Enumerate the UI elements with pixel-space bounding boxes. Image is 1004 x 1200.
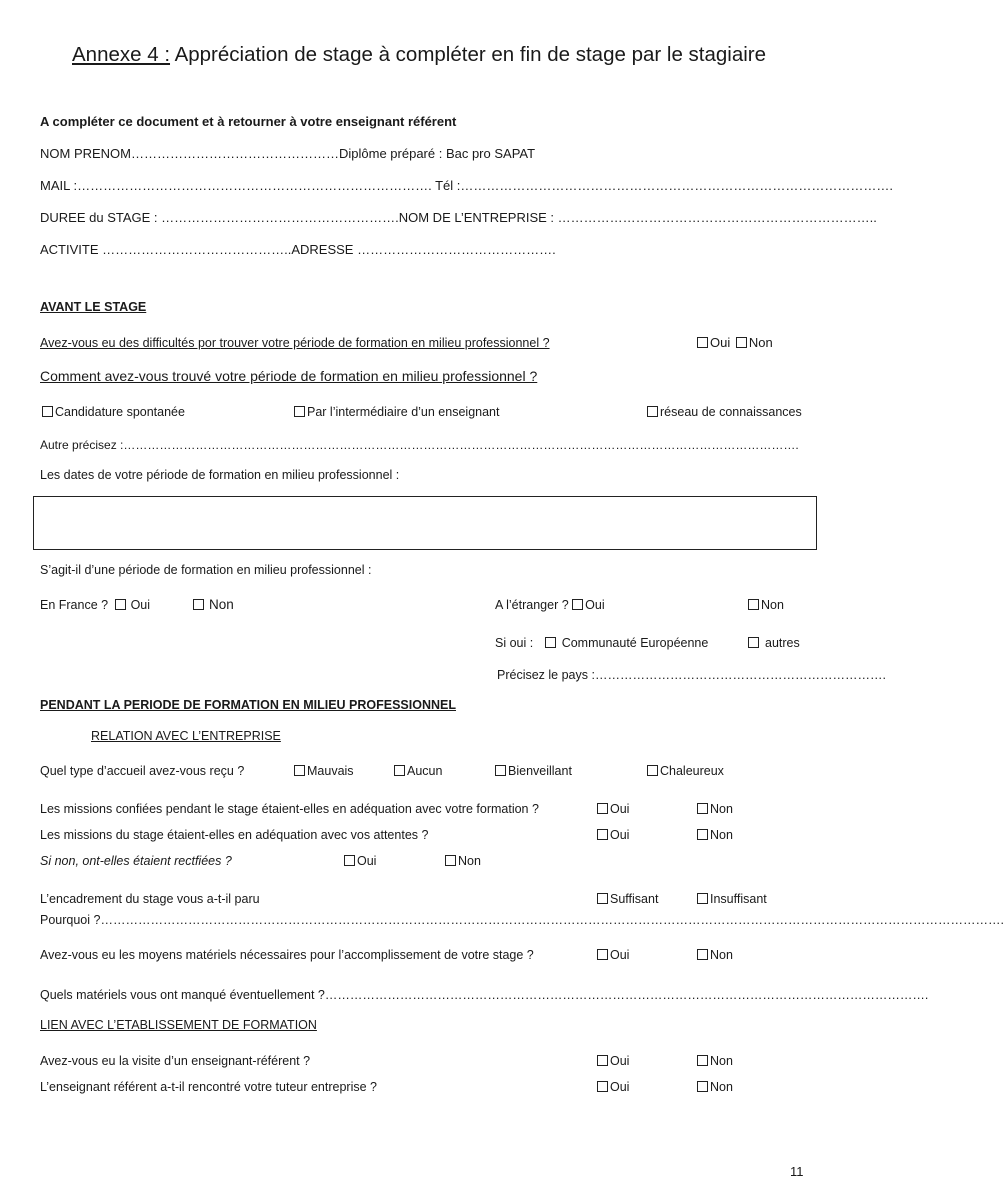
missions-formation-oui-checkbox[interactable]	[597, 803, 608, 814]
en-france-question	[40, 598, 150, 612]
option-enseignant[interactable]	[294, 405, 499, 419]
encadrement-insuffisant[interactable]	[697, 892, 767, 906]
candidature-checkbox[interactable]	[42, 406, 53, 417]
precisez-pays-field[interactable]: Précisez le pays :…………………………………………………………….	[497, 668, 886, 682]
missions-attentes-oui[interactable]	[597, 828, 629, 842]
accueil-option-bienveillant[interactable]	[495, 764, 572, 778]
accueil-option-chaleureux[interactable]	[647, 764, 724, 778]
activite-adresse-field[interactable]: ACTIVITE ……………………………………..ADRESSE ……………………………………….	[40, 242, 556, 257]
page-number: 11	[790, 1164, 804, 1179]
accueil-option-mauvais[interactable]	[294, 764, 354, 778]
rectifiees-non[interactable]	[445, 854, 481, 868]
option-label: Aucun	[407, 764, 443, 778]
rencontre-oui[interactable]	[597, 1080, 629, 1094]
option-label: Non	[748, 335, 773, 350]
question-visite: Avez-vous eu la visite d’un enseignant-référent ?	[40, 1054, 311, 1068]
rectifiees-non-checkbox[interactable]	[445, 855, 456, 866]
option-label: Non	[710, 802, 733, 816]
page-title	[72, 43, 766, 67]
option-label: Suffisant	[610, 892, 659, 906]
question-encadrement: L’encadrement du stage vous a-t-il paru	[40, 892, 260, 906]
si-oui-question	[495, 636, 708, 650]
mail-tel-field[interactable]: MAIL :………………………………………………………………………. Tél :……………………………………………………………………………………….	[40, 178, 893, 193]
etranger-oui-checkbox[interactable]	[572, 599, 583, 610]
suffisant-checkbox[interactable]	[597, 893, 608, 904]
option-label: Oui	[130, 598, 151, 612]
france-non-option[interactable]	[193, 597, 234, 612]
missions-formation-non-checkbox[interactable]	[697, 803, 708, 814]
etranger-label: A l’étranger ?	[495, 598, 569, 612]
france-oui-checkbox[interactable]	[115, 599, 126, 610]
materiels-field[interactable]: Quels matériels vous ont manqué éventuellement ?……………………………………………………………………………………………………………………………….	[40, 988, 929, 1002]
autres-option[interactable]	[748, 636, 800, 650]
missions-attentes-non-checkbox[interactable]	[697, 829, 708, 840]
question-si-non-rectifiees: Si non, ont-elles étaient rectfiées ?	[40, 854, 232, 868]
question-comment-trouve: Comment avez-vous trouvé votre période de formation en milieu professionnel ?	[40, 368, 538, 384]
difficultes-options	[697, 335, 773, 350]
title-text: Appréciation de stage à compléter en fin de stage par le stagiaire	[170, 43, 767, 66]
section-heading-avant: AVANT LE STAGE	[40, 300, 147, 314]
option-label: réseau de connaissances	[660, 405, 802, 419]
france-non-checkbox[interactable]	[193, 599, 204, 610]
option-label: Non	[458, 854, 481, 868]
mauvais-checkbox[interactable]	[294, 765, 305, 776]
communaute-checkbox[interactable]	[545, 637, 556, 648]
option-reseau[interactable]	[647, 405, 802, 419]
moyens-oui[interactable]	[597, 948, 629, 962]
accueil-option-aucun[interactable]	[394, 764, 442, 778]
option-label: Communauté Européenne	[561, 636, 709, 650]
reseau-checkbox[interactable]	[647, 406, 658, 417]
missions-formation-oui[interactable]	[597, 802, 629, 816]
option-label: Oui	[710, 335, 731, 350]
autres-checkbox[interactable]	[748, 637, 759, 648]
subheading-relation: RELATION AVEC L’ENTREPRISE	[91, 729, 281, 743]
rencontre-non[interactable]	[697, 1080, 733, 1094]
question-rencontre: L’enseignant référent a-t-il rencontré votre tuteur entreprise ?	[40, 1080, 377, 1094]
title-annex-label: Annexe 4 :	[72, 43, 171, 66]
difficultes-oui-checkbox[interactable]	[697, 337, 708, 348]
option-label: Oui	[610, 802, 630, 816]
visite-non-checkbox[interactable]	[697, 1055, 708, 1066]
section-heading-pendant: PENDANT LA PERIODE DE FORMATION EN MILIEU PROFESSIONNEL	[40, 698, 456, 712]
difficultes-non-checkbox[interactable]	[736, 337, 747, 348]
option-label: Par l’intermédiaire d’un enseignant	[307, 405, 500, 419]
question-accueil: Quel type d’accueil avez-vous reçu ?	[40, 764, 245, 778]
option-label: Candidature spontanée	[55, 405, 185, 419]
moyens-oui-checkbox[interactable]	[597, 949, 608, 960]
question-moyens: Avez-vous eu les moyens matériels nécessaires pour l’accomplissement de votre stage ?	[40, 948, 534, 962]
option-label: Non	[209, 597, 234, 612]
option-label: Mauvais	[307, 764, 354, 778]
bienveillant-checkbox[interactable]	[495, 765, 506, 776]
si-oui-label: Si oui :	[495, 636, 534, 650]
dates-input-box[interactable]	[33, 496, 817, 550]
aucun-checkbox[interactable]	[394, 765, 405, 776]
duree-entreprise-field[interactable]: DUREE du STAGE : ……………………………………………….NOM DE L’ENTREPRISE : ………………………………………………………………..	[40, 210, 877, 225]
option-label: Non	[710, 1054, 733, 1068]
subheading-lien: LIEN AVEC L’ETABLISSEMENT DE FORMATION	[40, 1018, 317, 1032]
etranger-non-checkbox[interactable]	[748, 599, 759, 610]
option-label: Oui	[610, 828, 630, 842]
option-label: autres	[765, 636, 800, 650]
missions-attentes-non[interactable]	[697, 828, 733, 842]
missions-formation-non[interactable]	[697, 802, 733, 816]
question-difficultes: Avez-vous eu des difficultés por trouver votre période de formation en milieu professionnel ?	[40, 336, 550, 350]
visite-oui-checkbox[interactable]	[597, 1055, 608, 1066]
question-missions-attentes: Les missions du stage étaient-elles en adéquation avec vos attentes ?	[40, 828, 429, 842]
option-label: Oui	[610, 1054, 630, 1068]
enseignant-checkbox[interactable]	[294, 406, 305, 417]
instruction-text: A compléter ce document et à retourner à votre enseignant référent	[40, 114, 457, 129]
option-label: Oui	[610, 1080, 630, 1094]
option-label: Insuffisant	[710, 892, 767, 906]
dates-label: Les dates de votre période de formation en milieu professionnel :	[40, 468, 400, 482]
option-label: Oui	[610, 948, 630, 962]
option-label: Chaleureux	[660, 764, 724, 778]
visite-non[interactable]	[697, 1054, 733, 1068]
option-label: Non	[761, 598, 784, 612]
missions-attentes-oui-checkbox[interactable]	[597, 829, 608, 840]
nom-prenom-field[interactable]: NOM PRENOM…………………………………………Diplôme préparé : Bac pro SAPAT	[40, 146, 536, 161]
option-label: Non	[710, 1080, 733, 1094]
pourquoi-field[interactable]: Pourquoi ?……………………………………………………………………………………………………………………………………………………………………………………………….	[40, 913, 1004, 927]
option-label: Oui	[357, 854, 377, 868]
sagit-label: S’agit-il d’une période de formation en milieu professionnel :	[40, 563, 372, 577]
rencontre-oui-checkbox[interactable]	[597, 1081, 608, 1092]
question-missions-formation: Les missions confiées pendant le stage étaient-elles en adéquation avec votre formation ?	[40, 802, 539, 816]
encadrement-suffisant[interactable]	[597, 892, 658, 906]
autre-precisez-field[interactable]: Autre précisez :…………………………………………………………………………………………………………………………………………………….	[40, 438, 799, 452]
option-label: Non	[710, 948, 733, 962]
moyens-non[interactable]	[697, 948, 733, 962]
option-candidature[interactable]	[42, 405, 185, 419]
rectifiees-oui[interactable]	[344, 854, 376, 868]
rectifiees-oui-checkbox[interactable]	[344, 855, 355, 866]
etranger-non-option[interactable]	[748, 598, 784, 612]
visite-oui[interactable]	[597, 1054, 629, 1068]
etranger-question	[495, 598, 605, 612]
moyens-non-checkbox[interactable]	[697, 949, 708, 960]
rencontre-non-checkbox[interactable]	[697, 1081, 708, 1092]
option-label: Oui	[585, 598, 605, 612]
option-label: Bienveillant	[508, 764, 572, 778]
option-label: Non	[710, 828, 733, 842]
insuffisant-checkbox[interactable]	[697, 893, 708, 904]
en-france-label: En France ?	[40, 598, 109, 612]
chaleureux-checkbox[interactable]	[647, 765, 658, 776]
